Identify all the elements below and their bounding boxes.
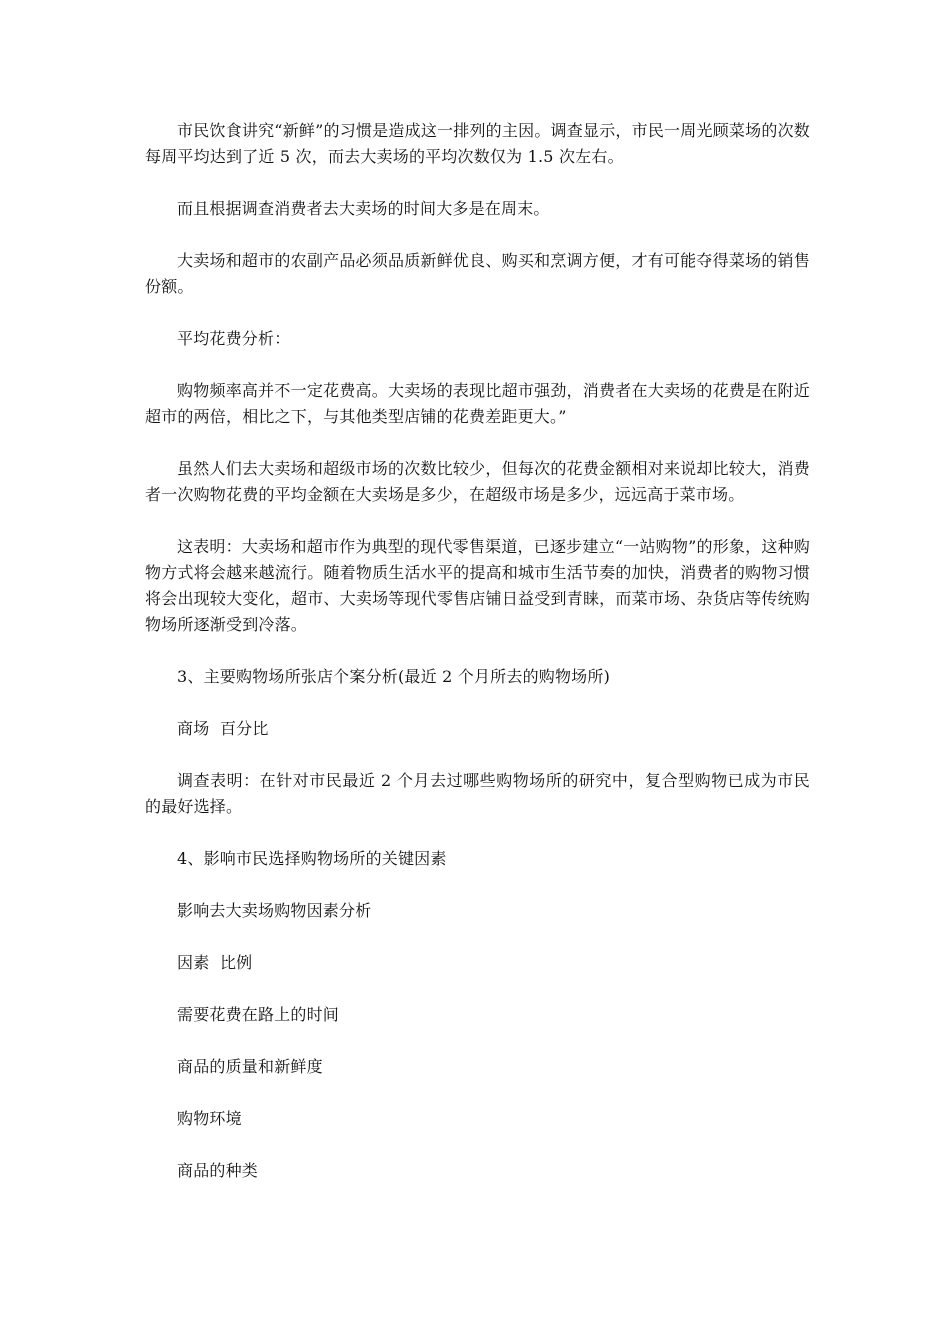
paragraph-weekend-visits: 而且根据调查消费者去大卖场的时间大多是在周末。 <box>177 199 550 218</box>
paragraph-spending-frequency: 购物频率高并不一定花费高。大卖场的表现比超市强劲，消费者在大卖场的花费是在附近超市的两倍，相比之下，与其他类型店铺的花费差距更大。” <box>145 381 810 426</box>
factor-item-quality-freshness: 商品的质量和新鲜度 <box>177 1057 323 1076</box>
factor-item-travel-time: 需要花费在路上的时间 <box>177 1005 340 1024</box>
section-heading-4: 4、影响市民选择购物场所的关键因素 <box>177 849 447 868</box>
document-body <box>145 118 810 1210</box>
paragraph-survey-result: 调查表明：在针对市民最近 2 个月去过哪些购物场所的研究中，复合型购物已成为市民的最好选择。 <box>145 771 810 816</box>
paragraph-spending-heading: 平均花费分析： <box>177 329 291 348</box>
table-header-factor-ratio: 因素 比例 <box>177 953 253 972</box>
paragraph-spending-amount: 虽然人们去大卖场和超级市场的次数比较少，但每次的花费金额相对来说却比较大，消费者一次购物花费的平均金额在大卖场是多少，在超级市场是多少，远远高于菜市场。 <box>145 459 810 504</box>
section-heading-3: 3、主要购物场所张店个案分析(最近 2 个月所去的购物场所) <box>177 667 611 686</box>
factor-item-variety: 商品的种类 <box>177 1161 259 1180</box>
paragraph-one-stop-shopping: 这表明：大卖场和超市作为典型的现代零售渠道，已逐步建立“一站购物”的形象，这种购物方式将会越来越流行。随着物质生活水平的提高和城市生活节奏的加快，消费者的购物习惯将会出现较大变化，超市、大卖场等现代零售店铺日益受到青睐，而菜市场、杂货店等传统购物场所逐渐受到冷落。 <box>145 537 810 634</box>
factor-item-environment: 购物环境 <box>177 1109 242 1128</box>
paragraph-produce-quality: 大卖场和超市的农副产品必须品质新鲜优良、购买和烹调方便，才有可能夺得菜场的销售份额。 <box>145 251 810 296</box>
table-header-mall-percent: 商场 百分比 <box>177 719 269 738</box>
paragraph-freshness-habit: 市民饮食讲究“新鲜”的习惯是造成这一排列的主因。调查显示，市民一周光顾菜场的次数每周平均达到了近 5 次，而去大卖场的平均次数仅为 1.5 次左右。 <box>145 121 810 166</box>
subheading-hypermarket-factors: 影响去大卖场购物因素分析 <box>177 901 372 920</box>
